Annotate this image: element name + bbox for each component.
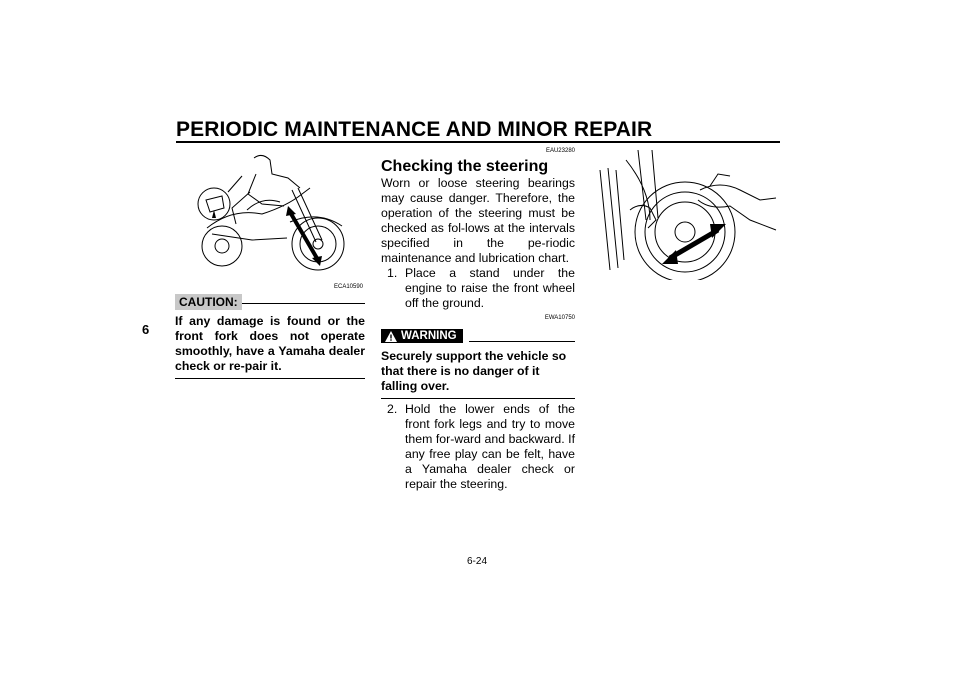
step-1	[381, 266, 575, 311]
page-header-title: PERIODIC MAINTENANCE AND MINOR REPAIR	[176, 118, 653, 141]
warning-badge	[381, 329, 463, 343]
caution-label: CAUTION:	[175, 294, 242, 310]
warning-header	[381, 329, 575, 345]
warning-triangle-icon	[385, 331, 397, 342]
caution-text: If any damage is found or the front fork does not operate smoothly, have a Yamaha dealer check or re-pair it.	[175, 314, 365, 373]
chapter-tab-number: 6	[142, 322, 150, 337]
step-2-number: 2.	[387, 402, 398, 416]
page-number: 6-24	[467, 556, 488, 567]
caution-rule	[242, 303, 365, 304]
step-2	[381, 402, 575, 492]
caution-block	[175, 293, 365, 379]
warning-code: EWA10750	[544, 315, 575, 321]
steering-section	[381, 148, 575, 492]
caution-end-rule	[175, 378, 365, 379]
warning-end-rule	[381, 398, 575, 399]
warning-rule	[469, 341, 575, 342]
fork-check-illustration	[192, 148, 364, 280]
section-title: Checking the steering	[381, 158, 549, 175]
steering-check-illustration	[590, 150, 780, 280]
step-1-number: 1.	[387, 266, 398, 280]
caution-code: ECA10590	[334, 284, 364, 290]
header-rule	[176, 141, 780, 143]
warning-text: Securely support the vehicle so that there is no danger of it falling over.	[381, 349, 567, 393]
warning-label: WARNING	[401, 330, 457, 342]
section-intro: Worn or loose steering bearings may cause danger. Therefore, the operation of the steering must be checked as fol-lows at the intervals specified in the pe-riodic maintenance and lubrication chart.	[381, 176, 575, 265]
section-code: EAU23280	[545, 148, 575, 154]
step-1-text: Place a stand under the engine to raise the front wheel off the ground.	[405, 266, 575, 310]
step-2-text: Hold the lower ends of the front fork legs and try to move them for-ward and backward. If any free play can be felt, have a Yamaha dealer check or repair the steering.	[405, 402, 575, 491]
